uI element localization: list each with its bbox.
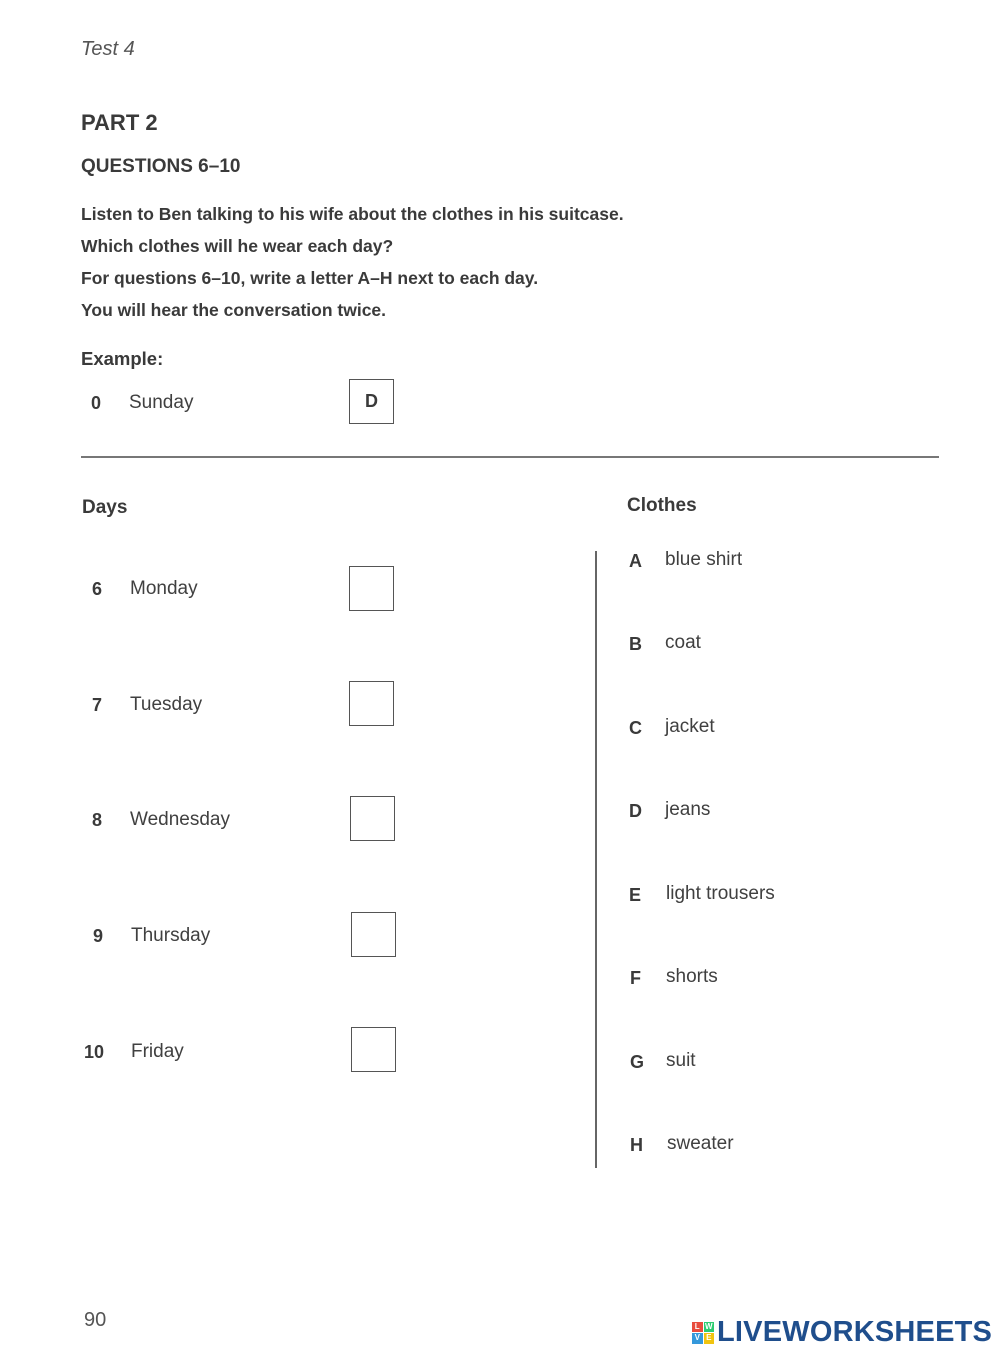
- question-row: [81, 566, 411, 614]
- clothes-letter: B: [629, 634, 642, 654]
- section-divider: [81, 456, 939, 458]
- question-row: [81, 796, 411, 844]
- clothes-item: jacket: [665, 716, 715, 737]
- clothes-item: coat: [665, 632, 701, 653]
- example-number: 0: [91, 393, 102, 413]
- example-answer-box: D: [349, 379, 394, 424]
- answer-box[interactable]: [349, 681, 394, 726]
- questions-range: QUESTIONS 6–10: [81, 156, 241, 177]
- answer-box[interactable]: [349, 566, 394, 611]
- question-day: Tuesday: [130, 694, 203, 715]
- clothes-letter: D: [629, 801, 642, 821]
- question-row: [81, 681, 411, 729]
- clothes-item: blue shirt: [665, 549, 743, 570]
- clothes-letter: A: [629, 551, 642, 571]
- clothes-letter: H: [630, 1135, 643, 1155]
- clothes-item: sweater: [667, 1133, 734, 1154]
- question-day: Monday: [130, 578, 198, 599]
- question-number: 6: [92, 579, 103, 599]
- instruction-line: Listen to Ben talking to his wife about the clothes in his suitcase.: [81, 204, 624, 224]
- question-number: 8: [92, 810, 103, 830]
- clothes-item: suit: [666, 1050, 696, 1071]
- clothes-letter: E: [629, 885, 642, 905]
- part-title: PART 2: [81, 110, 158, 135]
- clothes-letter: G: [630, 1052, 645, 1072]
- column-divider: [595, 551, 597, 1168]
- question-day: Friday: [131, 1041, 184, 1062]
- question-number: 10: [84, 1042, 105, 1062]
- question-row: [81, 912, 411, 960]
- page-number: 90: [84, 1309, 107, 1331]
- brand-name: LIVEWORKSHEETS: [717, 1316, 993, 1348]
- answer-box[interactable]: [351, 1027, 396, 1072]
- question-day: Thursday: [131, 925, 211, 946]
- instruction-line: Which clothes will he wear each day?: [81, 236, 394, 256]
- days-header: Days: [82, 497, 128, 518]
- clothes-item: light trousers: [666, 883, 775, 904]
- question-number: 9: [93, 926, 104, 946]
- example-label: Example:: [81, 348, 164, 369]
- question-day: Wednesday: [130, 809, 230, 830]
- test-label: Test 4: [81, 38, 135, 60]
- answer-box[interactable]: [351, 912, 396, 957]
- question-row: [81, 1027, 411, 1075]
- clothes-item: jeans: [665, 799, 711, 820]
- clothes-item: shorts: [666, 966, 718, 987]
- clothes-letter: C: [629, 718, 642, 738]
- liveworksheets-logo-icon: L W V E: [692, 1322, 714, 1344]
- clothes-header: Clothes: [627, 495, 697, 516]
- clothes-letter: F: [630, 968, 641, 988]
- liveworksheets-brand[interactable]: [692, 1316, 992, 1349]
- question-number: 7: [92, 695, 103, 715]
- answer-box[interactable]: [350, 796, 395, 841]
- instruction-line: You will hear the conversation twice.: [81, 300, 387, 320]
- instruction-line: For questions 6–10, write a letter A–H next to each day.: [81, 268, 539, 288]
- example-day: Sunday: [129, 392, 194, 413]
